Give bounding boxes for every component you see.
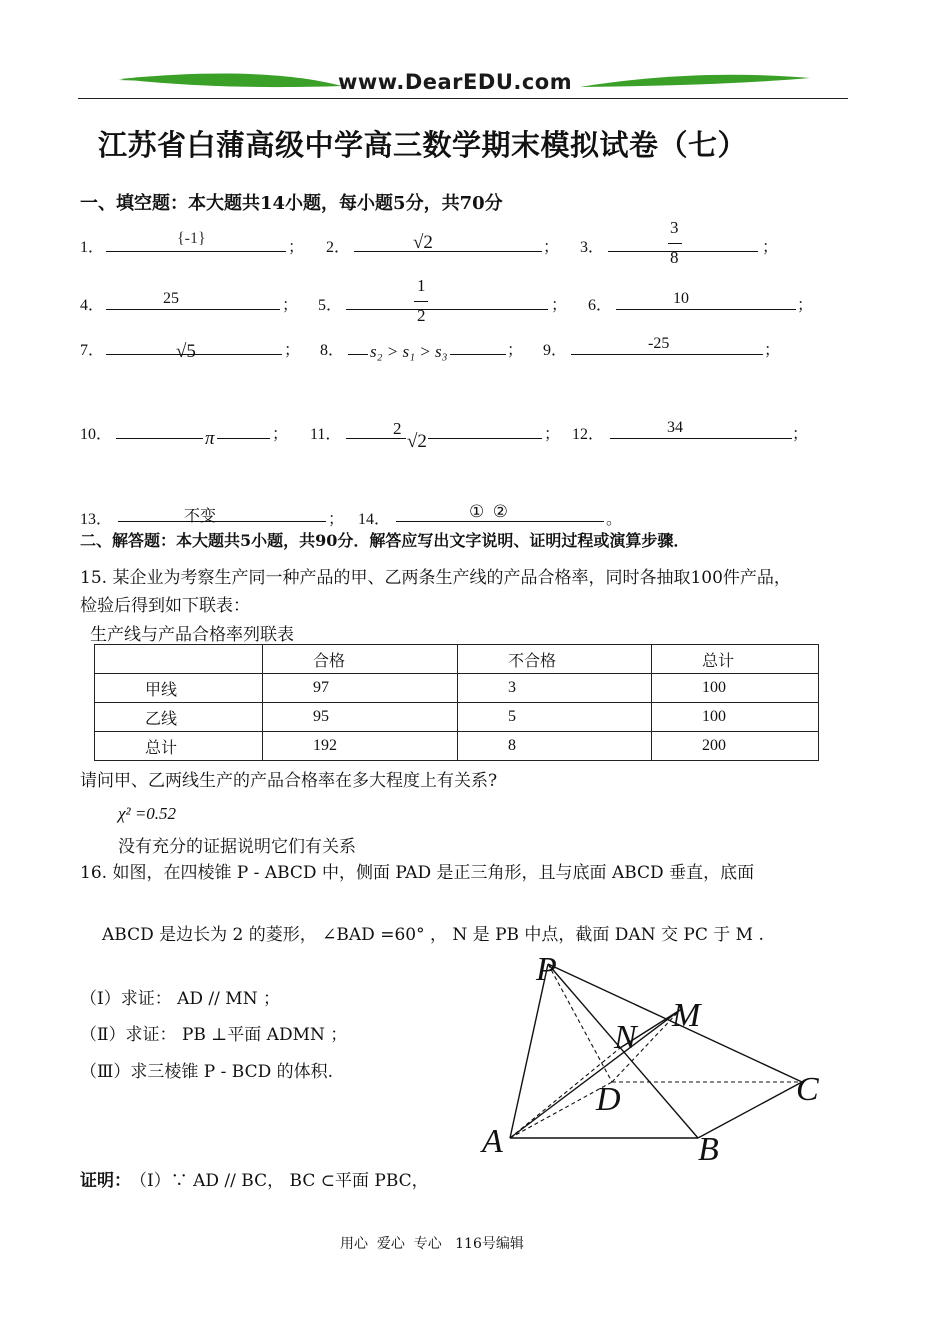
- answer-8: s₂ > s₁ > s₃: [370, 342, 448, 361]
- q16-part2: （Ⅱ）求证： PB ⊥平面 ADMN ；: [80, 1025, 348, 1045]
- pyramid-figure: [482, 950, 830, 1170]
- answer-6: 10: [673, 290, 689, 307]
- proof-text: （Ⅰ）∵ AD // BC， BC ⊂平面 PBC，: [130, 1171, 429, 1191]
- q15-question: 请问甲、乙两线生产的产品合格率在多大程度上有关系?: [80, 771, 498, 791]
- table-caption: 生产线与产品合格率列联表: [90, 625, 294, 645]
- answer-7: √5: [176, 341, 196, 362]
- answer-3-den: 8: [670, 248, 679, 267]
- page-title: 江苏省白蒲高级中学高三数学期末模拟试卷（七）: [98, 128, 748, 162]
- answer-3-num: 3: [670, 218, 679, 237]
- answer-5-den: 2: [417, 306, 426, 325]
- answer-4: 25: [163, 290, 179, 307]
- section1-heading: 一、填空题：本大题共14小题，每小题5分，共70分: [80, 193, 503, 214]
- label-B: B: [698, 1131, 719, 1168]
- label-A: A: [482, 1123, 503, 1160]
- answer-2: √2: [413, 232, 433, 253]
- proof-label: 证明：: [80, 1171, 131, 1191]
- label-M: M: [672, 997, 701, 1034]
- q16-part1: （Ⅰ）求证： AD // MN ；: [80, 989, 280, 1009]
- header-logo: [80, 66, 850, 102]
- section2-heading: 二、解答题：本大题共5小题，共90分．解答应写出文字说明、证明过程或演算步骤．: [80, 531, 690, 550]
- q16-part3: （Ⅲ）求三棱锥 P - BCD 的体积.: [80, 1062, 334, 1082]
- answer-13: 不变: [184, 508, 217, 525]
- answer-10: π: [205, 428, 215, 449]
- q16-line2: ABCD 是边长为 2 的菱形， ∠BAD =60° ， N 是 PB 中点，截面 DAN 交 PC 于 M .: [102, 925, 764, 945]
- label-N: N: [614, 1019, 637, 1056]
- label-D: D: [596, 1081, 621, 1118]
- label-P: P: [536, 951, 557, 988]
- answer-1: {-1}: [177, 230, 206, 247]
- q15-line1: 15. 某企业为考察生产同一种产品的甲、乙两条生产线的产品合格率，同时各抽取100件产品，: [80, 568, 791, 588]
- answer-9: -25: [648, 335, 670, 352]
- q16-line1: 16. 如图，在四棱锥 P - ABCD 中，侧面 PAD 是正三角形，且与底面 ABCD 垂直，底面: [80, 863, 755, 883]
- logo-text: www.DearEDU.com: [338, 70, 573, 94]
- answer-14: ① ②: [469, 502, 508, 521]
- q15-answer-text: 没有充分的证据说明它们有关系: [118, 837, 356, 857]
- table-row: 乙线 95 5 100: [95, 703, 819, 732]
- answer-11-coef: 2: [393, 419, 402, 438]
- table-row: 甲线 97 3 100: [95, 674, 819, 703]
- q15-answer-chi: χ² =0.52: [118, 804, 177, 823]
- contingency-table: [94, 644, 819, 761]
- table-row: 总计 192 8 200: [95, 732, 819, 761]
- footer: 用心 爱心 专心 116号编辑: [340, 1236, 524, 1252]
- table-header-row: 合格 不合格 总计: [95, 645, 819, 674]
- label-C: C: [796, 1071, 819, 1108]
- answer-5-num: 1: [417, 276, 426, 295]
- answer-12: 34: [667, 419, 683, 436]
- header-rule: [78, 98, 848, 99]
- answer-11-root: √2: [407, 431, 427, 452]
- q15-line2: 检验后得到如下联表：: [80, 596, 250, 616]
